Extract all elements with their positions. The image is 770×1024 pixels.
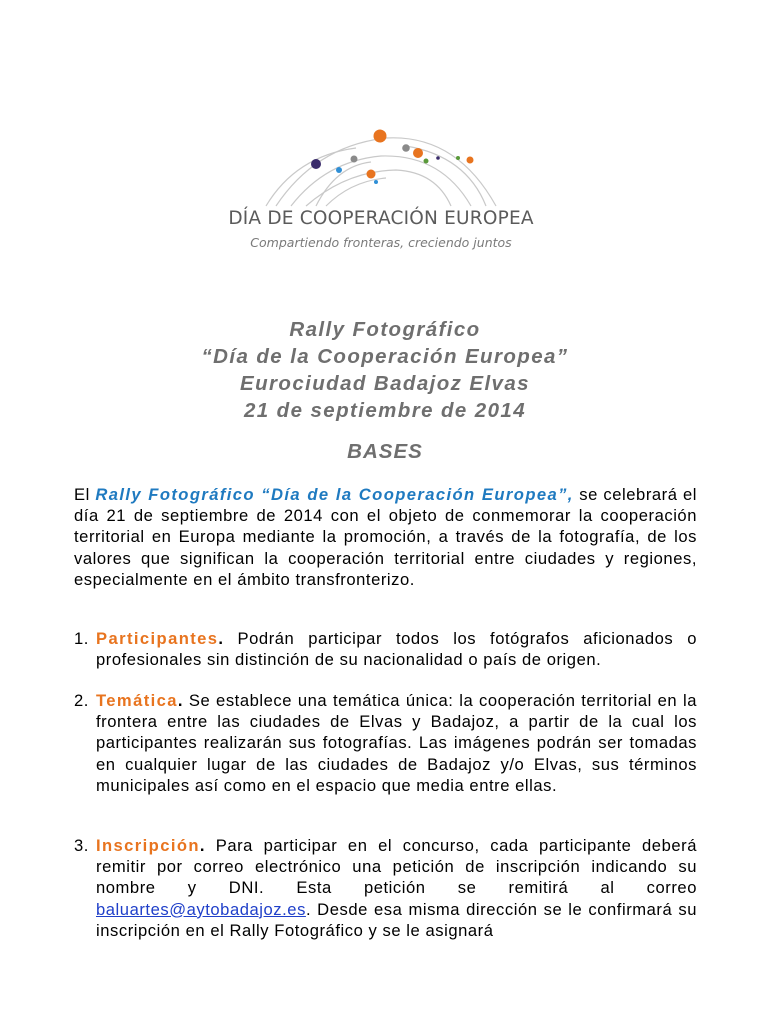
- item-text: Podrán participar todos los fotógrafos aficionados o profesionales sin distinción de su nacionalidad o país de origen.: [96, 629, 697, 670]
- item-text: Se establece una temática única: la cooperación territorial en la frontera entre las ciudades de Elvas y Badajoz, a partir de la cual los participantes realizarán sus fotografías. Las imágenes podrán ser tomadas en cualquier lugar de las ciudades de Badajoz y/o Elvas, sus términos municipales así como en el espacio que media entre ellas.: [96, 691, 697, 795]
- item-heading-dot: .: [177, 691, 184, 710]
- document-title-block: [0, 316, 770, 424]
- intro-post: se celebrará el día 21 de septiembre de 2014 con el objeto de conmemorar la cooperación territorial en Europa mediante la promoción, a través de la fotografía, de los valores que significan la cooperación territorial entre ciudades y regiones, especialmente en el ámbito transfronterizo.: [74, 485, 698, 589]
- event-logo: [196, 126, 566, 272]
- item-heading-dot: .: [199, 836, 206, 855]
- logo-subtitle: Compartiendo fronteras, creciendo juntos: [250, 235, 512, 250]
- item-text-after: . Desde esa misma dirección se le confirmará su inscripción en el Rally Fotográfico y se le asignará: [96, 899, 697, 940]
- item-heading-dot: .: [218, 629, 224, 648]
- intro-highlight: Rally Fotográfico “Día de la Cooperación Europea”,: [95, 485, 574, 504]
- logo-arcs-graphic: [196, 126, 566, 208]
- logo-title: DÍA DE COOPERACIÓN EUROPEA: [228, 208, 534, 229]
- item-heading: Inscripción: [96, 836, 200, 855]
- title-line-3: Eurociudad Badajoz Elvas: [240, 372, 530, 395]
- email-link[interactable]: baluartes@aytobadajoz.es: [96, 899, 306, 919]
- item-number: 2.: [74, 691, 89, 710]
- list-item-tematica: [74, 690, 697, 796]
- bases-heading: BASES: [347, 440, 423, 463]
- intro-paragraph: [74, 484, 697, 590]
- list-item-participantes: [74, 628, 697, 670]
- item-heading: Participantes: [96, 629, 219, 648]
- title-line-4: 21 de septiembre de 2014: [243, 399, 526, 422]
- item-number: 1.: [74, 629, 89, 648]
- title-line-1: Rally Fotográfico: [289, 318, 481, 341]
- item-heading: Temática: [96, 691, 178, 710]
- list-item-inscripcion: [74, 835, 697, 941]
- intro-pre: El: [74, 485, 96, 504]
- item-number: 3.: [74, 836, 89, 855]
- title-line-2: “Día de la Cooperación Europea”: [201, 345, 569, 368]
- item-text-before: Para participar en el concurso, cada participante deberá remitir por correo electrónico una petición de inscripción indicando su nombre y DNI. Esta petición se remitirá al correo: [96, 836, 697, 898]
